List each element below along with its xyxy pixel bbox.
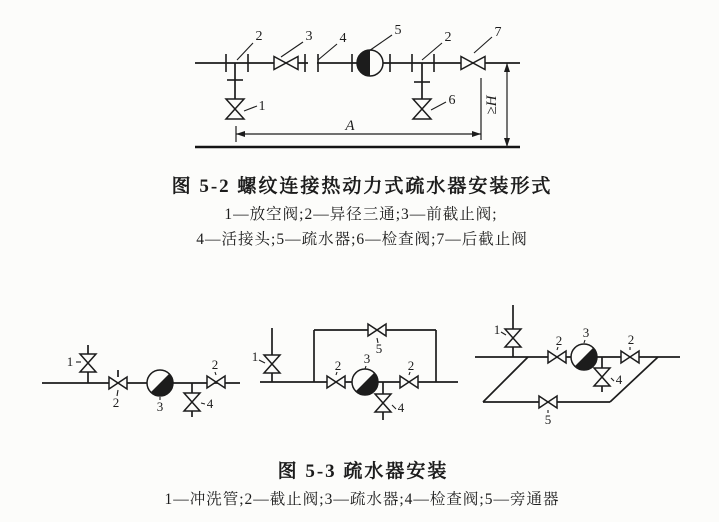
part-label-check-valve: 6 xyxy=(448,93,456,108)
leader-line xyxy=(237,43,253,60)
dimension-arrow xyxy=(236,131,245,137)
bypass-valve-symbol xyxy=(539,396,557,408)
steam-trap-symbol xyxy=(571,344,597,370)
part-label-tee-right: 2 xyxy=(444,30,452,45)
leader-line xyxy=(584,340,585,343)
check-valve-symbol xyxy=(594,368,610,386)
check-valve-symbol xyxy=(413,99,431,119)
stop-valve-symbol xyxy=(400,376,418,388)
part-label-tee-left: 2 xyxy=(255,29,263,44)
leader-line xyxy=(611,378,614,381)
leader-line xyxy=(201,403,205,404)
steam-trap-symbol xyxy=(147,370,173,396)
leader-line xyxy=(259,360,265,363)
part-label-stop-valve: 2 xyxy=(555,333,563,348)
part-label-steam-trap: 3 xyxy=(363,351,371,366)
figure-5-3-caption: 图 5-3 疏水器安装 xyxy=(277,461,449,482)
figure-5-3-diagram-left xyxy=(42,345,240,417)
steam-trap-symbol xyxy=(352,369,378,395)
bypass-valve-symbol xyxy=(368,324,386,336)
part-label-steam-trap: 5 xyxy=(394,23,402,38)
figure-5-2-legend-line-2: 4—活接头;5—疏水器;6—检查阀;7—后截止阀 xyxy=(196,231,528,248)
figure-5-2-caption: 图 5-2 螺纹连接热动力式疏水器安装形式 xyxy=(171,176,553,197)
dimension-arrow xyxy=(504,138,510,147)
bypass-diagonal-left xyxy=(483,357,528,402)
part-label-steam-trap: 3 xyxy=(582,325,590,340)
part-label-stop-valve-out: 2 xyxy=(211,357,219,372)
vent-valve-symbol xyxy=(226,99,244,119)
figure-5-3-diagram-right xyxy=(475,305,680,427)
part-label-union: 4 xyxy=(339,31,347,46)
part-label-stop-valve: 2 xyxy=(112,395,120,410)
figure-5-2-diagram xyxy=(172,23,553,248)
leader-line xyxy=(215,372,216,375)
stop-valve-symbol xyxy=(621,351,639,363)
part-label-stop-valve: 2 xyxy=(334,358,342,373)
dimension-arrow xyxy=(504,63,510,72)
stop-valve-symbol xyxy=(207,376,225,388)
leader-line xyxy=(501,332,506,335)
flush-pipe-valve-symbol xyxy=(505,329,521,347)
part-label-front-stop-valve: 3 xyxy=(305,29,313,44)
leader-line xyxy=(422,43,442,60)
rear-stop-valve-symbol xyxy=(461,57,485,70)
dimension-arrow xyxy=(472,131,481,137)
leader-line xyxy=(366,35,392,53)
leader-line xyxy=(474,37,492,53)
part-label-stop-valve-out: 2 xyxy=(627,332,635,347)
leader-line xyxy=(281,42,303,57)
part-label-flush-pipe: 1 xyxy=(493,322,501,337)
dimension-label-h: ≥H xyxy=(484,95,500,115)
leader-line xyxy=(244,106,257,111)
part-label-steam-trap: 3 xyxy=(156,399,164,414)
part-label-bypass: 5 xyxy=(544,412,552,427)
part-label-stop-valve-out: 2 xyxy=(407,358,415,373)
check-valve-symbol xyxy=(375,394,391,412)
part-label-vent-valve: 1 xyxy=(258,99,266,114)
stop-valve-symbol xyxy=(109,377,127,389)
figure-5-3-diagram-middle xyxy=(252,324,458,420)
part-label-check-valve: 4 xyxy=(206,396,214,411)
leader-line xyxy=(318,44,337,60)
stop-valve-symbol xyxy=(327,376,345,388)
part-label-flush-pipe: 1 xyxy=(251,349,259,364)
part-label-rear-stop-valve: 7 xyxy=(494,25,502,40)
part-label-bypass: 5 xyxy=(375,341,383,356)
stop-valve-symbol xyxy=(548,351,566,363)
leader-line xyxy=(392,405,396,409)
leader-line xyxy=(431,102,446,110)
part-label-flush-pipe: 1 xyxy=(66,354,74,369)
steam-trap-symbol xyxy=(357,50,383,76)
figure-5-2-legend-line-1: 1—放空阀;2—异径三通;3—前截止阀; xyxy=(224,206,498,223)
flush-pipe-valve-symbol xyxy=(80,354,96,372)
check-valve-symbol xyxy=(184,393,200,411)
part-label-check-valve: 4 xyxy=(397,400,405,415)
figure-5-3-legend: 1—冲洗管;2—截止阀;3—疏水器;4—检查阀;5—旁通器 xyxy=(164,491,560,508)
flush-pipe-valve-symbol xyxy=(264,355,280,373)
front-stop-valve-symbol xyxy=(274,57,298,70)
dimension-label-a: A xyxy=(345,118,355,134)
part-label-check-valve: 4 xyxy=(615,372,623,387)
